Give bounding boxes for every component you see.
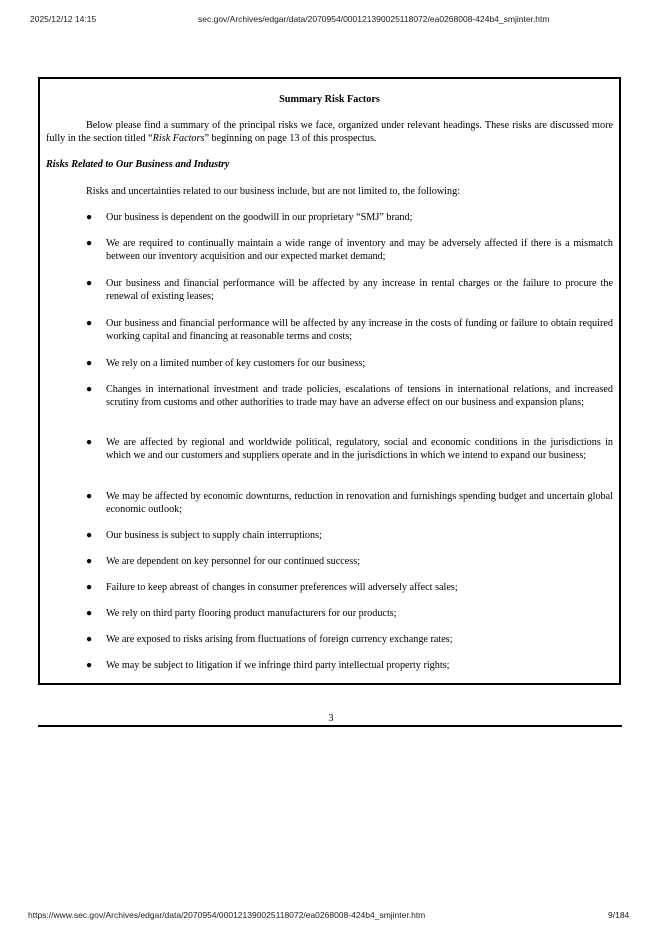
section-title: Summary Risk Factors xyxy=(279,94,380,105)
bullet-icon: ● xyxy=(86,384,93,395)
bullet-icon: ● xyxy=(86,608,93,619)
risk-bullet: ● We are exposed to risks arising from fluctuations of foreign currency exchange rates; xyxy=(86,634,453,645)
risk-bullet: ● We may be affected by economic downturns, reduction in renovation and furnishings spending budget and uncertain global economic outlook; xyxy=(86,491,613,516)
bullet-icon: ● xyxy=(86,582,93,593)
page-number: 3 xyxy=(328,713,334,724)
intro-text-2: ” beginning on page 13 of this prospectus. xyxy=(204,133,377,145)
print-page-count: 9/184 xyxy=(608,910,630,920)
bullet-icon: ● xyxy=(86,530,93,541)
risk-bullet: ● Changes in international investment and trade policies, escalations of tensions in international relations, and increased scrutiny from customs and other authorities to trade may have an adverse effect on our business and expansion plans; xyxy=(86,384,613,409)
bullet-icon: ● xyxy=(86,278,93,289)
page-divider xyxy=(38,725,622,727)
bullet-icon: ● xyxy=(86,491,93,502)
risk-bullet: ● We rely on third party flooring product manufacturers for our products; xyxy=(86,608,397,619)
risk-factors-reference: Risk Factors xyxy=(152,133,205,145)
bullet-icon: ● xyxy=(86,212,93,223)
risk-bullet: ● We are dependent on key personnel for our continued success; xyxy=(86,556,361,567)
bullet-icon: ● xyxy=(86,358,93,369)
summary-risk-factors-box xyxy=(38,77,621,685)
bullet-icon: ● xyxy=(86,660,93,671)
intro-text-1: Below please find a summary of the principal risks we face, organized under relevant headings. These risks are discussed more fully in the section titled “ xyxy=(46,120,613,145)
risk-bullet: ● We may be subject to litigation if we infringe third party intellectual property rights; xyxy=(86,660,450,671)
risk-bullet: ● We are affected by regional and worldwide political, regulatory, social and economic conditions in the jurisdictions in which we and our customers and suppliers operate and in the jurisdictions in which we intend to expand our business; xyxy=(86,437,613,462)
risk-bullet: ● We are required to continually maintain a wide range of inventory and may be adversely affected if there is a mismatch between our inventory acquisition and our expected market demand; xyxy=(86,238,613,263)
bullet-icon: ● xyxy=(86,556,93,567)
print-footer-url: https://www.sec.gov/Archives/edgar/data/2070954/000121390025118072/ea0268008-424b4_smjinter.htm xyxy=(28,910,426,920)
intro-paragraph xyxy=(46,119,613,145)
bullet-icon: ● xyxy=(86,318,93,329)
subheading: Risks Related to Our Business and Industry xyxy=(46,159,230,170)
print-header-url: sec.gov/Archives/edgar/data/2070954/000121390025118072/ea0268008-424b4_smjinter.htm xyxy=(198,14,550,24)
risk-bullet: ● Our business is subject to supply chain interruptions; xyxy=(86,530,322,541)
lead-sentence: Risks and uncertainties related to our business include, but are not limited to, the following: xyxy=(86,186,461,197)
print-datetime: 2025/12/12 14:15 xyxy=(30,14,97,24)
risk-bullet: ● We rely on a limited number of key customers for our business; xyxy=(86,358,366,369)
risk-bullet: ● Our business and financial performance will be affected by any increase in the costs of funding or failure to obtain required working capital and financing at reasonable terms and costs; xyxy=(86,318,613,343)
risk-bullet: ● Failure to keep abreast of changes in consumer preferences will adversely affect sales; xyxy=(86,582,458,593)
bullet-icon: ● xyxy=(86,437,93,448)
bullet-icon: ● xyxy=(86,634,93,645)
bullet-icon: ● xyxy=(86,238,93,249)
risk-bullet: ● Our business is dependent on the goodwill in our proprietary “SMJ” brand; xyxy=(86,212,413,223)
risk-bullet: ● Our business and financial performance will be affected by any increase in rental charges or the failure to procure the renewal of existing leases; xyxy=(86,278,613,303)
